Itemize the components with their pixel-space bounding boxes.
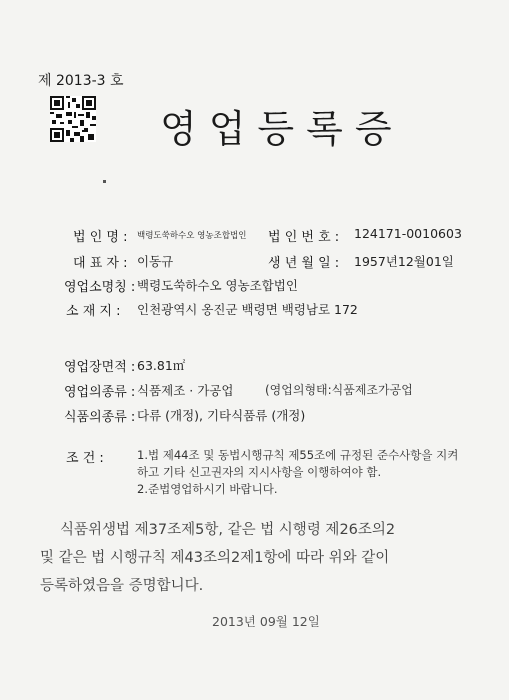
issue-date: 2013년 09월 12일 xyxy=(212,614,320,629)
food-type-label: 식품의종류 : xyxy=(64,410,136,425)
food-type-value: 다류 (개정), 기타식품류 (개정) xyxy=(137,408,306,423)
corp-name-value: 백령도쑥하수오 영농조합법인 xyxy=(137,231,247,241)
certification-text-line-3: 등록하였음을 증명합니다. xyxy=(40,578,204,594)
corp-number-value: 124171-0010603 xyxy=(354,226,462,241)
area-label: 영업장면적 : xyxy=(64,360,136,375)
conditions-line-2: 하고 기타 신고권자의 지시사항을 이행하여야 함. xyxy=(137,465,382,479)
corp-name-label: 법 인 명 : xyxy=(73,230,128,245)
certification-text-line-2: 및 같은 법 시행규칙 제43조의2제1항에 따라 위와 같이 xyxy=(40,550,390,566)
representative-label: 대 표 자 : xyxy=(73,256,128,271)
business-type-label: 영업의종류 : xyxy=(64,385,136,400)
conditions-label: 조 건 : xyxy=(66,451,104,466)
business-name-value: 백령도쑥하수오 영농조합법인 xyxy=(137,278,298,293)
business-form-value: (영업의형태:식품제조가공업 xyxy=(265,383,413,397)
certification-text-line-1: 식품위생법 제37조제5항, 같은 법 시행령 제26조의2 xyxy=(60,522,396,538)
corp-number-label: 법 인 번 호 : xyxy=(268,230,340,245)
address-value: 인천광역시 옹진군 백령면 백령남로 172 xyxy=(137,302,358,317)
address-label: 소 재 지 : xyxy=(66,304,121,319)
scan-dot xyxy=(103,180,106,183)
business-type-value: 식품제조 · 가공업 xyxy=(137,383,234,398)
area-value: 63.81㎡ xyxy=(137,358,186,373)
representative-value: 이동규 xyxy=(137,254,174,269)
business-name-label: 영업소명칭 : xyxy=(64,280,136,295)
conditions-line-1: 1.법 제44조 및 동법시행규칙 제55조에 규정된 준수사항을 지켜 xyxy=(137,448,459,462)
birth-date-value: 1957년12월01일 xyxy=(354,254,454,269)
birth-date-label: 생 년 월 일 : xyxy=(268,256,340,271)
document-number: 제 2013-3 호 xyxy=(38,73,124,89)
qr-code-icon xyxy=(50,96,96,142)
certificate-title: 영업등록증 xyxy=(160,107,404,151)
conditions-line-3: 2.준법영업하시기 바랍니다. xyxy=(137,482,278,496)
